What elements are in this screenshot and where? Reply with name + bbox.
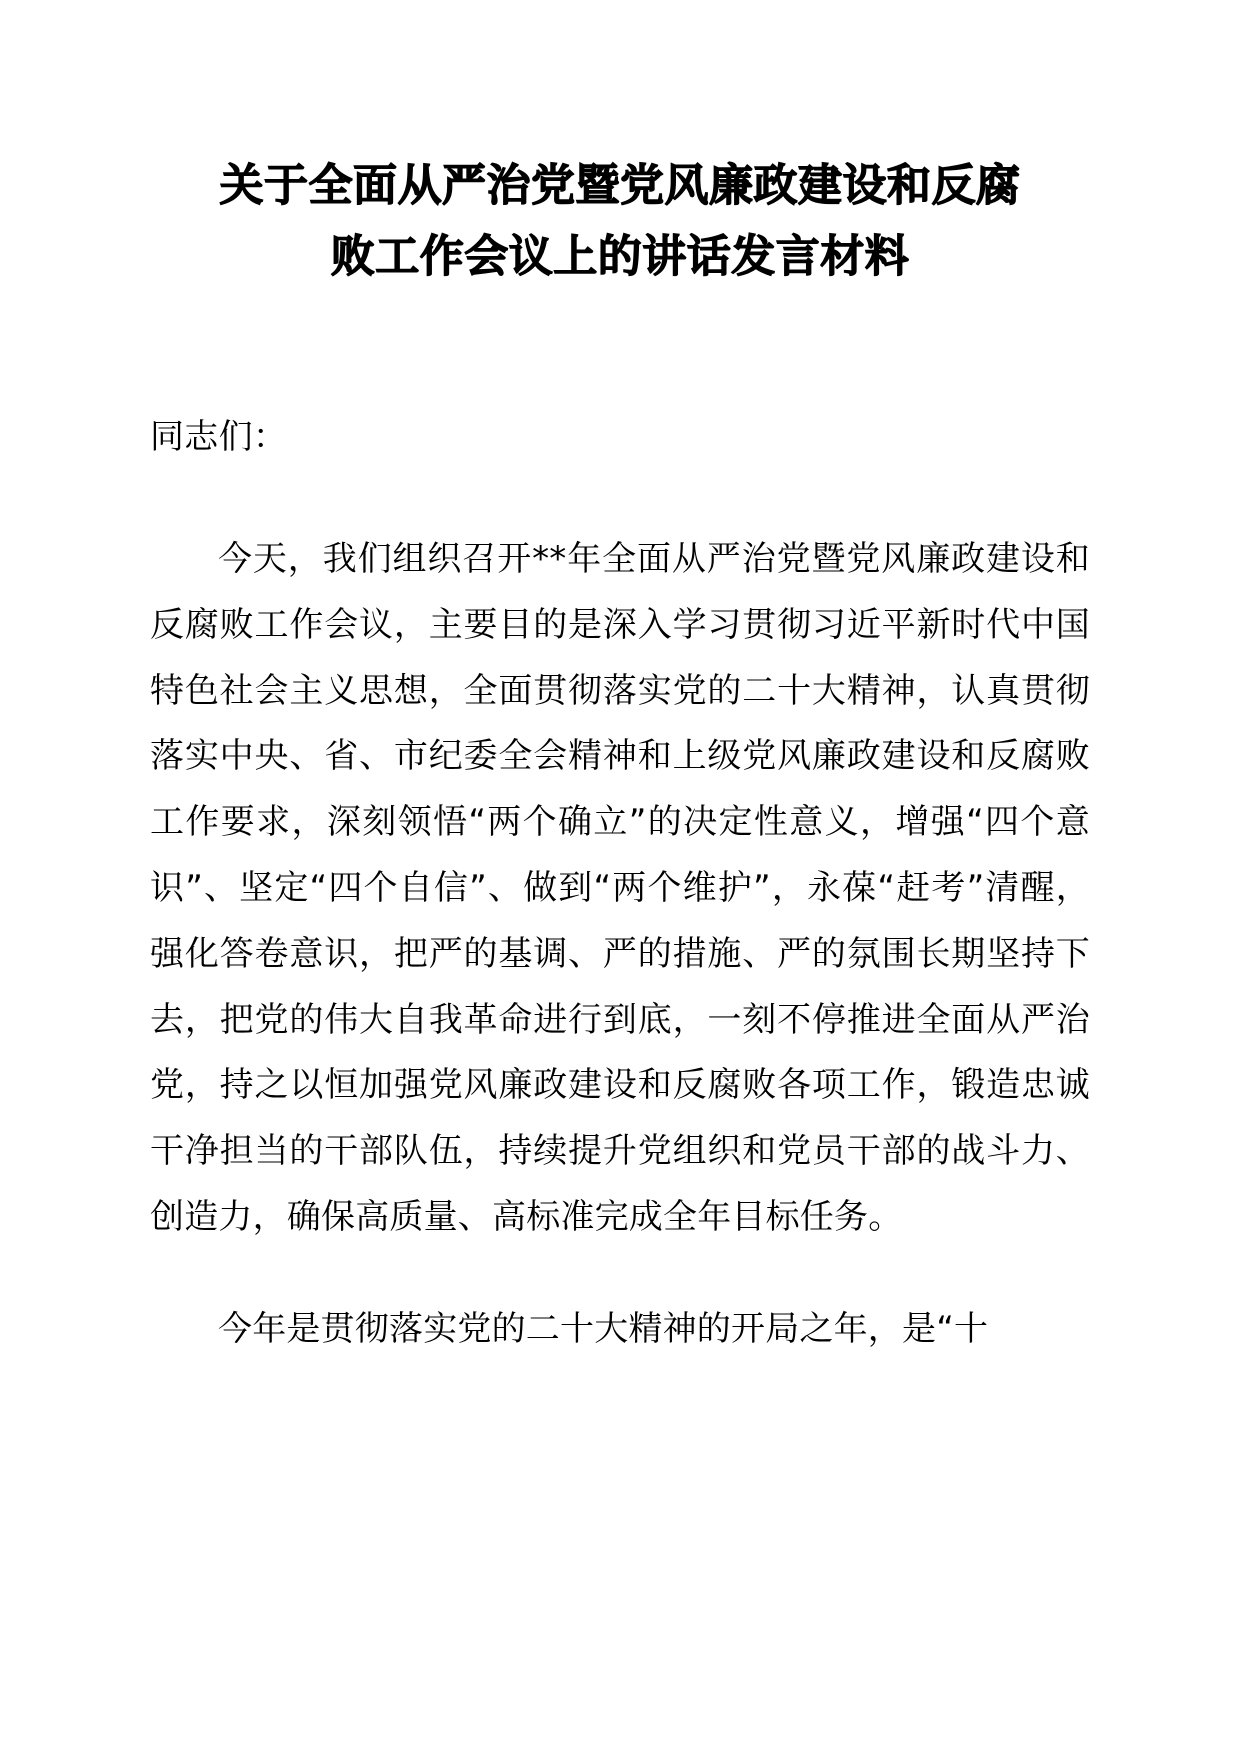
- title-line-1: 关于全面从严治党暨党风廉政建设和反腐: [219, 160, 1021, 211]
- page-title: [150, 0, 1090, 293]
- salutation: 同志们：: [150, 416, 288, 457]
- body-paragraph-1: 今天，我们组织召开**年全面从严治党暨党风廉政建设和反腐败工作会议，主要目的是深入学习贯彻习近平新时代中国特色社会主义思想，全面贯彻落实党的二十大精神，认真贯彻落实中央、省、市纪委全会精神和上级党风廉政建设和反腐败工作要求，深刻领悟“两个确立”的决定性意义，增强“四个意识”、坚定“四个自信”、做到“两个维护”，永葆“赶考”清醒，强化答卷意识，把严的基调、严的措施、严的氛围长期坚持下去，把党的伟大自我革命进行到底，一刻不停推进全面从严治党，持之以恒加强党风廉政建设和反腐败各项工作，锻造忠诚干净担当的干部队伍，持续提升党组织和党员干部的战斗力、创造力，确保高质量、高标准完成全年目标任务。: [150, 539, 1090, 1237]
- body-paragraph-2: 今年是贯彻落实党的二十大精神的开局之年，是“十: [218, 1308, 989, 1349]
- title-line-2: 败工作会议上的讲话发言材料: [330, 231, 910, 283]
